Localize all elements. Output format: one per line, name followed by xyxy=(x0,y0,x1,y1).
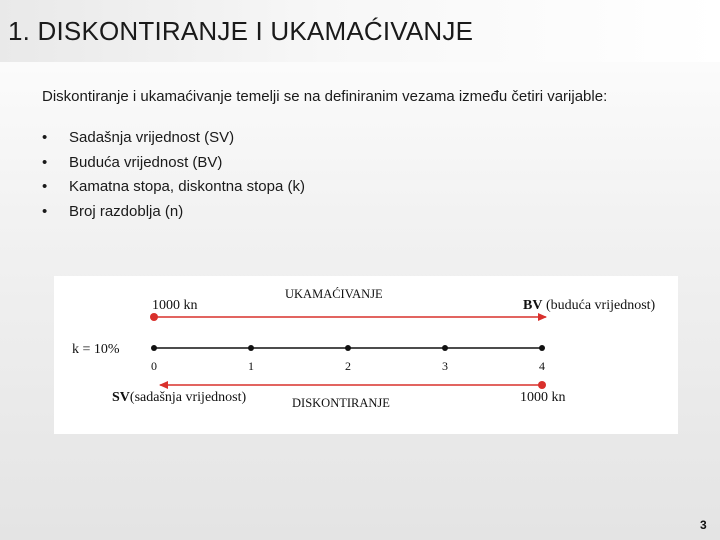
top-right-label xyxy=(523,298,656,313)
title-bar xyxy=(0,0,720,62)
period-dot-4 xyxy=(539,345,545,351)
period-label-0: 0 xyxy=(151,359,157,373)
period-dot-3 xyxy=(442,345,448,351)
bullet-text: Kamatna stopa, diskontna stopa (k) xyxy=(69,178,305,195)
period-label-4: 4 xyxy=(539,359,545,373)
bullet-text: Broj razdoblja (n) xyxy=(69,202,184,220)
rate-label: k = 10% xyxy=(72,342,120,357)
discounting-label: DISKONTIRANJE xyxy=(292,396,390,410)
period-dot-1 xyxy=(248,345,254,351)
bullet-dot: • xyxy=(42,129,48,146)
bullet-dot: • xyxy=(42,202,48,220)
top-left-value: 1000 kn xyxy=(152,298,198,313)
bottom-left-label xyxy=(112,390,246,405)
period-dot-0 xyxy=(151,345,157,351)
timeline-svg xyxy=(54,276,678,434)
period-label-1: 1 xyxy=(248,359,254,373)
period-label-3: 3 xyxy=(442,359,448,373)
compounding-label: UKAMAĆIVANJE xyxy=(285,287,383,301)
compounding-start-dot xyxy=(150,313,158,321)
bullet-text: Buduća vrijednost (BV) xyxy=(69,153,223,171)
intro-text: Diskontiranje i ukamaćivanje temelji se na definiranim vezama između četiri varijable: xyxy=(42,88,608,105)
sv-description: (sadašnja vrijednost) xyxy=(129,390,247,405)
bv-description: (buduća vrijednost) xyxy=(542,298,656,313)
page-number: 3 xyxy=(700,518,707,532)
bv-abbrev: BV xyxy=(523,298,543,313)
bullet-dot: • xyxy=(42,178,48,195)
slide-title: 1. DISKONTIRANJE I UKAMAĆIVANJE xyxy=(8,16,474,46)
bottom-right-value: 1000 kn xyxy=(520,390,566,405)
bullet-text: Sadašnja vrijednost (SV) xyxy=(69,129,235,146)
timeline-diagram xyxy=(54,276,678,434)
discounting-start-dot xyxy=(538,381,546,389)
sv-abbrev: SV xyxy=(112,390,130,405)
period-label-2: 2 xyxy=(345,359,351,373)
period-dot-2 xyxy=(345,345,351,351)
bullet-dot: • xyxy=(42,153,48,171)
